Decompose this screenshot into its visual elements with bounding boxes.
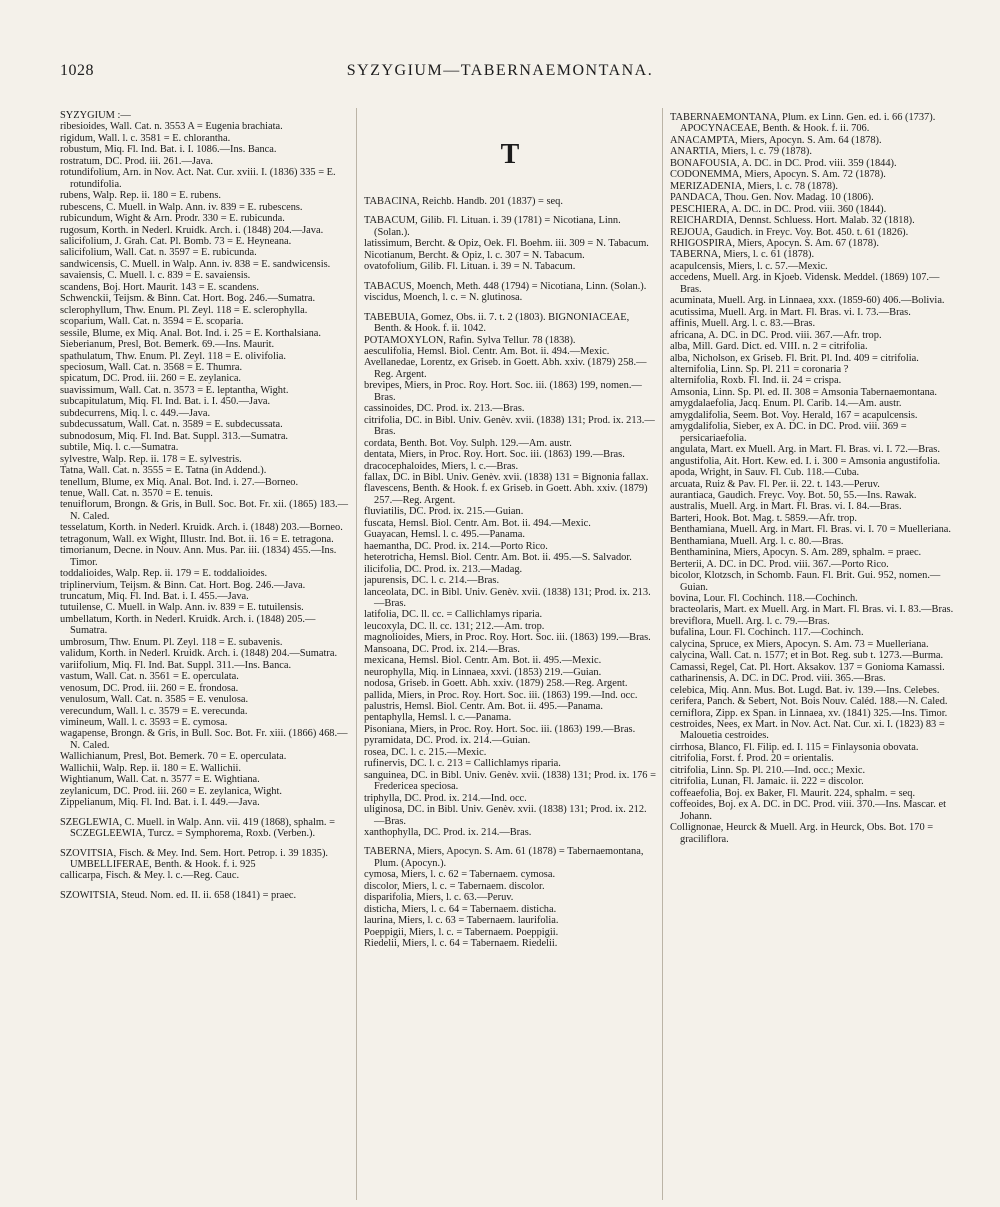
index-entry: savaiensis, C. Muell. l. c. 839 = E. savaiensis.: [60, 270, 251, 282]
index-entry: alternifolia, Roxb. Fl. Ind. ii. 24 = crispa.: [670, 375, 842, 387]
index-entry: Wallichianum, Presl, Bot. Bemerk. 70 = E. operculata.: [60, 751, 287, 763]
index-entry: POTAMOXYLON, Rafin. Sylva Tellur. 78 (1838).: [364, 334, 576, 346]
index-entry: cestroides, Nees, ex Mart. in Nov. Act. Nat. Cur. xi. I. (1823) 83 = Malouetia cestroides.: [670, 719, 945, 742]
index-entry: Berterii, A. DC. in DC. Prod. viii. 367.—Porto Rico.: [670, 558, 889, 570]
index-entry: australis, Muell. Arg. in Mart. Fl. Bras. vi. I. 84.—Bras.: [670, 501, 902, 513]
column-divider: [356, 108, 357, 1200]
index-entry: tutuilense, C. Muell. in Walp. Ann. iv. 839 = E. tutuilensis.: [60, 602, 304, 614]
column-right: [670, 110, 960, 1200]
index-entry: Zippelianum, Miq. Fl. Ind. Bat. i. I. 449.—Java.: [60, 797, 260, 809]
index-entry: REICHARDIA, Dennst. Schluess. Hort. Malab. 32 (1818).: [670, 215, 915, 227]
index-entry: rufinervis, DC. l. c. 213 = Callichlamys riparia.: [364, 758, 561, 770]
index-entry: cordata, Benth. Bot. Voy. Sulph. 129.—Am. austr.: [364, 437, 572, 449]
index-entry: Benthamiana, Muell. Arg. l. c. 80.—Bras.: [670, 535, 844, 547]
index-entry: acapulcensis, Miers, l. c. 57.—Mexic.: [670, 260, 828, 272]
index-entry: aesculifolia, Hemsl. Biol. Centr. Am. Bot. ii. 494.—Mexic.: [364, 345, 610, 357]
index-entry: Guayacan, Hemsl. l. c. 495.—Panama.: [364, 529, 526, 541]
index-entry: dracocephaloides, Miers, l. c.—Bras.: [364, 460, 519, 472]
page-header: [0, 62, 1000, 88]
index-entry: fallax, DC. in Bibl. Univ. Genèv. xvii. (1838) 131 = Bignonia fallax.: [364, 471, 649, 483]
index-entry: heterotricha, Hemsl. Biol. Centr. Am. Bot. ii. 495.—S. Salvador.: [364, 552, 632, 564]
index-entry: wagapense, Brongn. & Gris, in Bull. Soc. Bot. Fr. xiii. (1866) 468.—N. Caled.: [60, 728, 348, 751]
index-entry: rugosum, Korth. in Nederl. Kruidk. Arch. i. (1848) 204.—Java.: [60, 224, 324, 236]
index-entry: umbrosum, Thw. Enum. Pl. Zeyl. 118 = E. subavenis.: [60, 636, 283, 648]
index-entry: catharinensis, A. DC. in DC. Prod. viii. 365.—Bras.: [670, 673, 886, 685]
index-entry: amygdalifolia, Seem. Bot. Voy. Herald, 167 = acapulcensis.: [670, 409, 918, 421]
index-entry: toddalioides, Walp. Rep. ii. 179 = E. toddalioides.: [60, 568, 268, 580]
index-entry: TABERNA, Miers, l. c. 61 (1878).: [670, 249, 815, 261]
index-entry: Poeppigii, Miers, l. c. = Tabernaem. Poeppigii.: [364, 926, 559, 938]
index-entry: celebica, Miq. Ann. Mus. Bot. Lugd. Bat. iv. 139.—Ins. Celebes.: [670, 684, 940, 696]
index-entry: rosea, DC. l. c. 215.—Mexic.: [364, 746, 487, 758]
index-entry: rubescens, C. Muell. in Walp. Ann. iv. 839 = E. rubescens.: [60, 201, 303, 213]
index-entry: verecundum, Wall. l. c. 3579 = E. verecunda.: [60, 705, 248, 717]
column-left: [60, 110, 350, 1200]
index-entry: scandens, Boj. Hort. Maurit. 143 = E. scandens.: [60, 281, 259, 293]
index-entry: calycina, Wall. Cat. n. 1577; et in Bot. Reg. sub t. 1273.—Burma.: [670, 650, 944, 662]
index-entry: magnolioides, Miers, in Proc. Roy. Hort. Soc. iii. (1863) 199.—Bras.: [364, 632, 651, 644]
index-entry: lanceolata, DC. in Bibl. Univ. Genèv. xvii. (1838) 131; Prod. ix. 213.—Bras.: [364, 586, 651, 609]
index-entry: coffeoides, Boj. ex A. DC. in DC. Prod. viii. 370.—Ins. Mascar. et Johann.: [670, 799, 946, 822]
index-entry: salicifolium, J. Grah. Cat. Pl. Bomb. 73 = E. Heyneana.: [60, 235, 292, 247]
index-entry: Collignonae, Heurck & Muell. Arg. in Heurck, Obs. Bot. 170 = graciliflora.: [670, 822, 934, 845]
index-entry: Tatna, Wall. Cat. n. 3555 = E. Tatna (in Addend.).: [60, 465, 267, 477]
index-entry: PANDACA, Thou. Gen. Nov. Madag. 10 (1806).: [670, 192, 874, 204]
index-entry: tenuiflorum, Brongn. & Gris, in Bull. Soc. Bot. Fr. xii. (1865) 183.—N. Caled.: [60, 499, 349, 522]
index-entry: ilicifolia, DC. Prod. ix. 213.—Madag.: [364, 563, 523, 575]
index-entry: latifolia, DC. ll. cc. = Callichlamys riparia.: [364, 609, 543, 621]
index-entry: robustum, Miq. Fl. Ind. Bat. i. I. 1086.—Ins. Banca.: [60, 144, 277, 156]
index-entry: Mansoana, DC. Prod. ix. 214.—Bras.: [364, 643, 520, 655]
index-entry: affinis, Muell. Arg. l. c. 83.—Bras.: [670, 318, 816, 330]
index-entry: breviflora, Muell. Arg. l. c. 79.—Bras.: [670, 615, 830, 627]
index-entry: haemantha, DC. Prod. ix. 214.—Porto Rico.: [364, 540, 548, 552]
index-entry: angulata, Mart. ex Muell. Arg. in Mart. Fl. Bras. vi. I. 72.—Bras.: [670, 444, 940, 456]
index-entry: calycina, Spruce, ex Miers, Apocyn. S. Am. 73 = Muelleriana.: [670, 638, 929, 650]
index-entry: truncatum, Miq. Fl. Ind. Bat. i. I. 455.—Java.: [60, 591, 249, 603]
index-entry: scoparium, Wall. Cat. n. 3594 = E. scoparia.: [60, 316, 244, 328]
index-entry: Benthamiana, Muell. Arg. in Mart. Fl. Bras. vi. I. 70 = Muelleriana.: [670, 524, 951, 536]
index-entry: spicatum, DC. Prod. iii. 260 = E. zeylanica.: [60, 373, 242, 385]
index-entry: ANACAMPTA, Miers, Apocyn. S. Am. 64 (1878).: [670, 134, 882, 146]
index-entry: fuscata, Hemsl. Biol. Centr. Am. Bot. ii. 494.—Mexic.: [364, 517, 591, 529]
index-entry: salicifolium, Wall. Cat. n. 3597 = E. rubicunda.: [60, 247, 257, 259]
index-entry: citrifolia, Linn. Sp. Pl. 210.—Ind. occ.; Mexic.: [670, 764, 866, 776]
index-entry: laurina, Miers, l. c. 63 = Tabernaem. laurifolia.: [364, 915, 559, 927]
index-entry: pallida, Miers, in Proc. Roy. Hort. Soc. iii. (1863) 199.—Ind. occ.: [364, 689, 638, 701]
index-entry: spathulatum, Thw. Enum. Pl. Zeyl. 118 = E. olivifolia.: [60, 350, 286, 362]
index-entry: tesselatum, Korth. in Nederl. Kruidk. Arch. i. (1848) 203.—Borneo.: [60, 522, 343, 534]
index-entry: umbellatum, Korth. in Nederl. Kruidk. Arch. i. (1848) 205.—Sumatra.: [60, 613, 316, 637]
index-entry: cirrhosa, Blanco, Fl. Filip. ed. I. 115 = Finlaysonia obovata.: [670, 741, 919, 753]
index-entry: RHIGOSPIRA, Miers, Apocyn. S. Am. 67 (1878).: [670, 237, 879, 249]
index-entry: nodosa, Griseb. in Goett. Abh. xxiv. (1879) 258.—Reg. Argent.: [364, 678, 628, 690]
index-entry: SZOWITSIA, Steud. Nom. ed. II. ii. 658 (1841) = praec.: [60, 889, 297, 901]
index-entry: timorianum, Decne. in Nouv. Ann. Mus. Par. iii. (1834) 455.—Ins. Timor.: [60, 545, 337, 568]
index-entry: rigidum, Wall. l. c. 3581 = E. chlorantha.: [60, 132, 231, 144]
index-entry: alba, Nicholson, ex Griseb. Fl. Brit. Pl. Ind. 409 = citrifolia.: [670, 352, 919, 364]
index-entry: dentata, Miers, in Proc. Roy. Hort. Soc. iii. (1863) 199.—Bras.: [364, 449, 625, 461]
index-entry: latissimum, Bercht. & Opiz, Oek. Fl. Boehm. iii. 309 = N. Tabacum.: [364, 238, 649, 250]
index-entry: xanthophylla, DC. Prod. ix. 214.—Bras.: [364, 827, 532, 839]
section-letter: T: [500, 139, 520, 170]
index-entry: venosum, DC. Prod. iii. 260 = E. frondosa.: [60, 682, 239, 694]
index-entry: cymosa, Miers, l. c. 62 = Tabernaem. cymosa.: [364, 869, 556, 881]
index-entry: ANARTIA, Miers, l. c. 79 (1878).: [670, 146, 812, 158]
index-entry: callicarpa, Fisch. & Mey. l. c.—Reg. Cauc.: [60, 870, 240, 882]
index-entry: zeylanicum, DC. Prod. iii. 260 = E. zeylanica, Wight.: [60, 785, 282, 797]
index-entry: acutissima, Muell. Arg. in Mart. Fl. Bras. vi. I. 73.—Bras.: [670, 306, 911, 318]
index-entry: flavescens, Benth. & Hook. f. ex Griseb. in Goett. Abh. xxiv. (1879) 257.—Reg. Argent.: [364, 483, 648, 506]
index-entry: discolor, Miers, l. c. = Tabernaem. discolor.: [364, 880, 545, 892]
index-entry: arcuata, Ruiz & Pav. Fl. Per. ii. 22. t. 143.—Peruv.: [670, 478, 880, 490]
index-entry: Schwenckii, Teijsm. & Binn. Cat. Hort. Bog. 246.—Sumatra.: [60, 293, 316, 305]
index-entry: viscidus, Moench, l. c. = N. glutinosa.: [364, 292, 523, 304]
index-entry: subdecurrens, Miq. l. c. 449.—Java.: [60, 407, 211, 419]
index-entry: subcapitulatum, Miq. Fl. Ind. Bat. i. I. 450.—Java.: [60, 396, 271, 408]
running-head: SYZYGIUM—TABERNAEMONTANA.: [346, 62, 654, 79]
index-entry: fluviatilis, DC. Prod. ix. 215.—Guian.: [364, 506, 524, 518]
index-entry: SZEGLEWIA, C. Muell. in Walp. Ann. vii. 419 (1868), sphalm. = SCZEGLEEWIA, Turcz. = Symphorema, Roxb. (Verben.).: [60, 816, 335, 840]
index-entry: triphylla, DC. Prod. ix. 214.—Ind. occ.: [364, 792, 527, 804]
index-entry: PESCHIERA, A. DC. in DC. Prod. viii. 360 (1844).: [670, 203, 887, 215]
index-entry: Amsonia, Linn. Sp. Pl. ed. II. 308 = Amsonia Tabernaemontana.: [670, 386, 937, 398]
index-entry: rostratum, DC. Prod. iii. 261.—Java.: [60, 155, 213, 167]
index-entry: TABERNAEMONTANA, Plum. ex Linn. Gen. ed. i. 66 (1737). APOCYNACEAE, Benth. & Hook. f. ii. 706.: [670, 112, 936, 135]
index-entry: bufalina, Lour. Fl. Cochinch. 117.—Cochinch.: [670, 627, 864, 639]
index-entry: Barteri, Hook. Bot. Mag. t. 5859.—Afr. trop.: [670, 512, 858, 524]
index-entry: angustifolia, Ait. Hort. Kew. ed. I. i. 300 = Amsonia angustifolia.: [670, 455, 941, 467]
index-entry: citrifolia, Lunan, Fl. Jamaic. ii. 222 = discolor.: [670, 776, 864, 788]
index-entry: TABACUS, Moench, Meth. 448 (1794) = Nicotiana, Linn. (Solan.).: [364, 280, 647, 292]
index-entry: sessile, Blume, ex Miq. Anal. Bot. Ind. i. 25 = E. Korthalsiana.: [60, 327, 321, 339]
index-entry: disparifolia, Miers, l. c. 63.—Peruv.: [364, 892, 514, 904]
index-entry: palustris, Hemsl. Biol. Centr. Am. Bot. ii. 495.—Panama.: [364, 701, 603, 713]
index-entry: aurantiaca, Gaudich. Freyc. Voy. Bot. 50, 55.—Ins. Rawak.: [670, 489, 917, 501]
index-entry: citrifolia, Forst. f. Prod. 20 = orientalis.: [670, 753, 834, 765]
index-entry: TABACINA, Reichb. Handb. 201 (1837) = seq.: [364, 196, 563, 207]
index-entry: ovatofolium, Gilib. Fl. Lituan. i. 39 = N. Tabacum.: [364, 261, 576, 273]
index-entry: REJOUA, Gaudich. in Freyc. Voy. Bot. 450. t. 61 (1826).: [670, 226, 909, 238]
index-entry: triplinervium, Teijsm. & Binn. Cat. Hort. Bog. 246.—Java.: [60, 579, 306, 591]
index-entry: MERIZADENIA, Miers, l. c. 78 (1878).: [670, 180, 838, 192]
index-entry: Riedelii, Miers, l. c. 64 = Tabernaem. Riedelii.: [364, 938, 558, 950]
index-entry: ribesioides, Wall. Cat. n. 3553 A = Eugenia brachiata.: [60, 121, 283, 133]
index-entry: TABEBUIA, Gomez, Obs. ii. 7. t. 2 (1803). BIGNONIACEAE, Benth. & Hook. f. ii. 1042.: [364, 311, 630, 335]
index-entry: variifolium, Miq. Fl. Ind. Bat. Suppl. 311.—Ins. Banca.: [60, 659, 292, 671]
index-entry: disticha, Miers, l. c. 64 = Tabernaem. disticha.: [364, 903, 557, 915]
index-entry: Nicotianum, Bercht. & Opiz, l. c. 307 = N. Tabacum.: [364, 249, 585, 261]
index-entry: sandwicensis, C. Muell. in Walp. Ann. iv. 838 = E. sandwicensis.: [60, 258, 331, 270]
index-entry: alternifolia, Linn. Sp. Pl. 211 = coronaria ?: [670, 363, 849, 375]
index-entry: rubens, Walp. Rep. ii. 180 = E. rubens.: [60, 190, 221, 202]
index-entry: rotundifolium, Arn. in Nov. Act. Nat. Cur. xviii. I. (1836) 335 = E. rotundifolia.: [60, 167, 336, 190]
index-entry: cerifera, Panch. & Sebert, Not. Bois Nouv. Caléd. 188.—N. Caled.: [670, 696, 948, 708]
index-entry: cassinoides, DC. Prod. ix. 213.—Bras.: [364, 403, 525, 415]
index-entry: mexicana, Hemsl. Biol. Centr. Am. Bot. ii. 495.—Mexic.: [364, 655, 602, 667]
index-entry: tenellum, Blume, ex Miq. Anal. Bot. Ind. i. 27.—Borneo.: [60, 476, 299, 488]
index-entry: brevipes, Miers, in Proc. Roy. Hort. Soc. iii. (1863) 199, nomen.—Bras.: [364, 380, 642, 403]
index-entry: citrifolia, DC. in Bibl. Univ. Genèv. xvii. (1838) 131; Prod. ix. 213.—Bras.: [364, 414, 655, 438]
index-entry: Pisoniana, Miers, in Proc. Roy. Hort. Soc. iii. (1863) 199.—Bras.: [364, 723, 636, 735]
index-entry: TABACUM, Gilib. Fl. Lituan. i. 39 (1781) = Nicotiana, Linn. (Solan.).: [364, 215, 621, 238]
index-entry: Wallichii, Walp. Rep. ii. 180 = E. Wallichii.: [60, 762, 242, 774]
column-divider: [662, 108, 663, 1200]
index-entry: pyramidata, DC. Prod. ix. 214.—Guian.: [364, 735, 531, 747]
index-entry: accedens, Muell. Arg. in Kjoeb. Vidensk. Meddel. (1869) 107.—Bras.: [670, 272, 940, 295]
index-entry: coffeaefolia, Boj. ex Baker, Fl. Maurit. 224, sphalm. = seq.: [670, 787, 916, 799]
index-entry: venulosum, Wall. Cat. n. 3585 = E. venulosa.: [60, 694, 249, 706]
index-entry: rubicundum, Wight & Arn. Prodr. 330 = E. rubicunda.: [60, 213, 285, 225]
index-entry: japurensis, DC. l. c. 214.—Bras.: [364, 575, 500, 587]
page-number: 1028: [60, 62, 94, 79]
index-entry: tenue, Wall. Cat. n. 3570 = E. tenuis.: [60, 487, 213, 499]
index-entry: Sieberianum, Presl, Bot. Bemerk. 69.—Ins. Maurit.: [60, 339, 275, 351]
index-entry: amygdalaefolia, Jacq. Enum. Pl. Carib. 14.—Am. austr.: [670, 398, 902, 410]
index-entry: SZOVITSIA, Fisch. & Mey. Ind. Sem. Hort. Petrop. i. 39 1835). UMBELLIFERAE, Benth. & Hook. f. i. 925: [60, 847, 329, 870]
index-entry: apoda, Wright, in Sauv. Fl. Cub. 118.—Cuba.: [670, 467, 860, 479]
index-entry: subtile, Miq. l. c.—Sumatra.: [60, 442, 179, 454]
index-entry: subdecussatum, Wall. Cat. n. 3589 = E. subdecussata.: [60, 419, 283, 431]
index-entry: Avellanedae, Lorentz, ex Griseb. in Goett. Abh. xxiv. (1879) 258.—Reg. Argent.: [364, 357, 647, 380]
index-entry: alba, Mill. Gard. Dict. ed. VIII. n. 2 = citrifolia.: [670, 341, 868, 353]
index-entry: TABERNA, Miers, Apocyn. S. Am. 61 (1878) = Tabernaemontana, Plum. (Apocyn.).: [364, 846, 644, 869]
index-entry: pentaphylla, Hemsl. l. c.—Panama.: [364, 712, 512, 724]
index-entry: sclerophyllum, Thw. Enum. Pl. Zeyl. 118 = E. sclerophylla.: [60, 304, 308, 316]
index-entry: SYZYGIUM :—: [60, 110, 131, 121]
index-entry: neurophylla, Miq. in Linnaea, xxvi. (1853) 219.—Guian.: [364, 666, 602, 678]
index-entry: acuminata, Muell. Arg. in Linnaea, xxx. (1859-60) 406.—Bolivia.: [670, 295, 945, 307]
index-entry: BONAFOUSIA, A. DC. in DC. Prod. viii. 359 (1844).: [670, 157, 897, 169]
index-entry: Benthaminina, Miers, Apocyn. S. Am. 289, sphalm. = praec.: [670, 547, 922, 559]
index-entry: speciosum, Wall. Cat. n. 3568 = E. Thumra.: [60, 361, 243, 373]
index-entry: subnodosum, Miq. Fl. Ind. Bat. Suppl. 313.—Sumatra.: [60, 430, 289, 442]
column-middle: [364, 110, 656, 1200]
index-entry: amygdalifolia, Sieber, ex A. DC. in DC. Prod. viii. 369 = persicariaefolia.: [670, 421, 907, 444]
index-entry: leucoxyla, DC. ll. cc. 131; 212.—Am. trop.: [364, 620, 545, 632]
index-entry: bovina, Lour. Fl. Cochinch. 118.—Cochinch.: [670, 593, 858, 605]
index-entry: bracteolaris, Mart. ex Muell. Arg. in Mart. Fl. Bras. vi. I. 83.—Bras.: [670, 604, 954, 616]
index-entry: Wightianum, Wall. Cat. n. 3577 = E. Wightiana.: [60, 774, 260, 786]
index-entry: cerniflora, Zipp. ex Span. in Linnaea, xv. (1841) 325.—Ins. Timor.: [670, 707, 948, 719]
index-entry: africana, A. DC. in DC. Prod. viii. 367.—Afr. trop.: [670, 329, 882, 341]
index-entry: uliginosa, DC. in Bibl. Univ. Genèv. xvii. (1838) 131; Prod. ix. 212.—Bras.: [364, 804, 647, 827]
index-entry: Camassi, Regel, Cat. Pl. Hort. Aksakov. 137 = Gonioma Kamassi.: [670, 661, 945, 673]
index-entry: suavissimum, Wall. Cat. n. 3573 = E. leptantha, Wight.: [60, 384, 289, 396]
index-entry: vastum, Wall. Cat. n. 3561 = E. operculata.: [60, 671, 239, 683]
index-entry: sylvestre, Walp. Rep. ii. 178 = E. sylvestris.: [60, 453, 242, 465]
index-entry: sanguinea, DC. in Bibl. Univ. Genèv. xvii. (1838) 131; Prod. ix. 176 = Fredericea speciosa.: [364, 769, 656, 793]
index-entry: vimineum, Wall. l. c. 3593 = E. cymosa.: [60, 717, 228, 729]
index-entry: validum, Korth. in Nederl. Kruidk. Arch. i. (1848) 204.—Sumatra.: [60, 648, 338, 660]
index-entry: bicolor, Klotzsch, in Schomb. Faun. Fl. Brit. Gui. 952, nomen.—Guian.: [670, 570, 941, 593]
index-entry: tetragonum, Wall. ex Wight, Illustr. Ind. Bot. ii. 16 = E. tetragona.: [60, 533, 334, 545]
index-entry: CODONEMMA, Miers, Apocyn. S. Am. 72 (1878).: [670, 169, 886, 181]
